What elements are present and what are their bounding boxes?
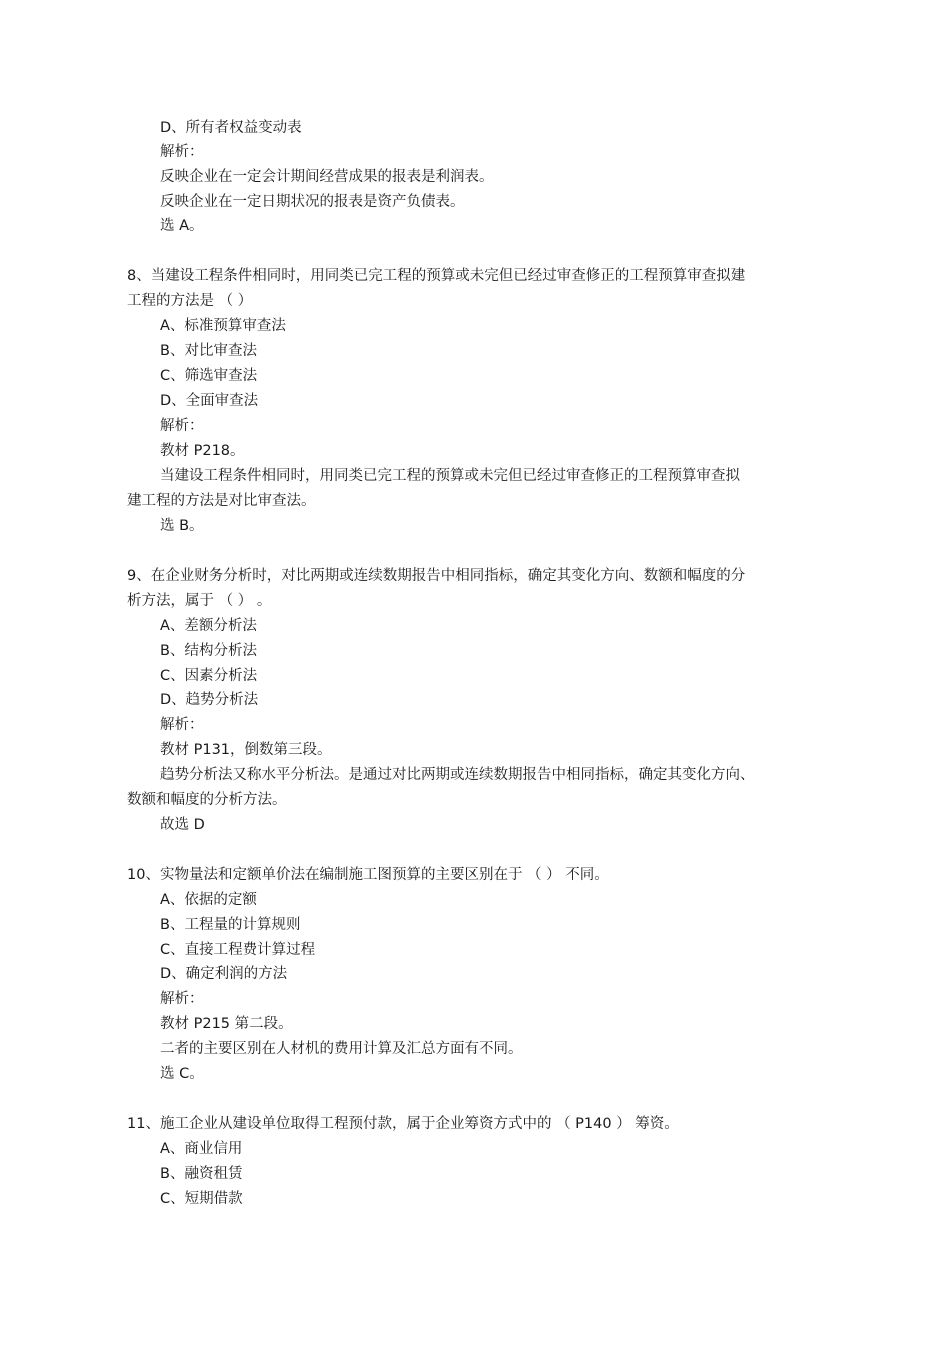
q10-answer: 选 C。	[160, 1066, 204, 1082]
q11-option-b: B、融资租赁	[160, 1166, 243, 1182]
q10-analysis-1: 二者的主要区别在人材机的费用计算及汇总方面有不同。	[160, 1041, 523, 1057]
q8-option-b: B、对比审查法	[160, 343, 257, 359]
q8-analysis-2: 建工程的方法是对比审查法。	[127, 493, 316, 509]
q8-stem-2: 工程的方法是 （ ）	[127, 293, 253, 309]
q11-option-c: C、短期借款	[160, 1191, 243, 1207]
q11-option-a: A、商业信用	[160, 1141, 243, 1157]
q9-option-d: D、趋势分析法	[160, 692, 259, 708]
q8-option-d: D、全面审查法	[160, 393, 259, 409]
q9-option-b: B、结构分析法	[160, 643, 257, 659]
q10-option-b: B、工程量的计算规则	[160, 917, 301, 933]
q8-stem-1: 8、当建设工程条件相同时，用同类已完工程的预算或未完但已经过审查修正的工程预算审查拟建	[127, 268, 746, 284]
q8-option-a: A、标准预算审查法	[160, 318, 286, 334]
q7-analysis-2: 反映企业在一定日期状况的报表是资产负债表。	[160, 194, 465, 210]
q7-analysis-1: 反映企业在一定会计期间经营成果的报表是利润表。	[160, 169, 494, 185]
q10-option-a: A、依据的定额	[160, 892, 257, 908]
q9-analysis-2: 数额和幅度的分析方法。	[127, 792, 287, 808]
q11-stem-1: 11、施工企业从建设单位取得工程预付款，属于企业筹资方式中的 （ P140 ） 筹资。	[127, 1116, 679, 1132]
q7-answer: 选 A。	[160, 218, 204, 234]
q8-analysis-label: 解析：	[160, 418, 204, 434]
q9-stem-2: 析方法，属于 （ ） 。	[127, 593, 272, 609]
q9-answer: 故选 D	[160, 817, 205, 833]
q10-analysis-label: 解析：	[160, 991, 204, 1007]
q10-option-d: D、确定利润的方法	[160, 966, 288, 982]
q7-analysis-label: 解析：	[160, 144, 204, 160]
q10-stem-1: 10、实物量法和定额单价法在编制施工图预算的主要区别在于 （ ） 不同。	[127, 867, 609, 883]
q8-ref: 教材 P218。	[160, 443, 245, 459]
q9-option-c: C、因素分析法	[160, 668, 258, 684]
q9-ref: 教材 P131，倒数第三段。	[160, 742, 332, 758]
q9-analysis-1: 趋势分析法又称水平分析法。是通过对比两期或连续数期报告中相同指标，确定其变化方向、	[160, 767, 755, 783]
q8-answer: 选 B。	[160, 518, 204, 534]
q8-analysis-1: 当建设工程条件相同时，用同类已完工程的预算或未完但已经过审查修正的工程预算审查拟	[160, 468, 740, 484]
q10-option-c: C、直接工程费计算过程	[160, 942, 316, 958]
q10-ref: 教材 P215 第二段。	[160, 1016, 293, 1032]
q8-option-c: C、筛选审查法	[160, 368, 258, 384]
q9-stem-1: 9、在企业财务分析时，对比两期或连续数期报告中相同指标，确定其变化方向、数额和幅度的分	[127, 568, 746, 584]
q9-option-a: A、差额分析法	[160, 618, 257, 634]
q9-analysis-label: 解析：	[160, 717, 204, 733]
q7-option-d: D、所有者权益变动表	[160, 120, 302, 136]
